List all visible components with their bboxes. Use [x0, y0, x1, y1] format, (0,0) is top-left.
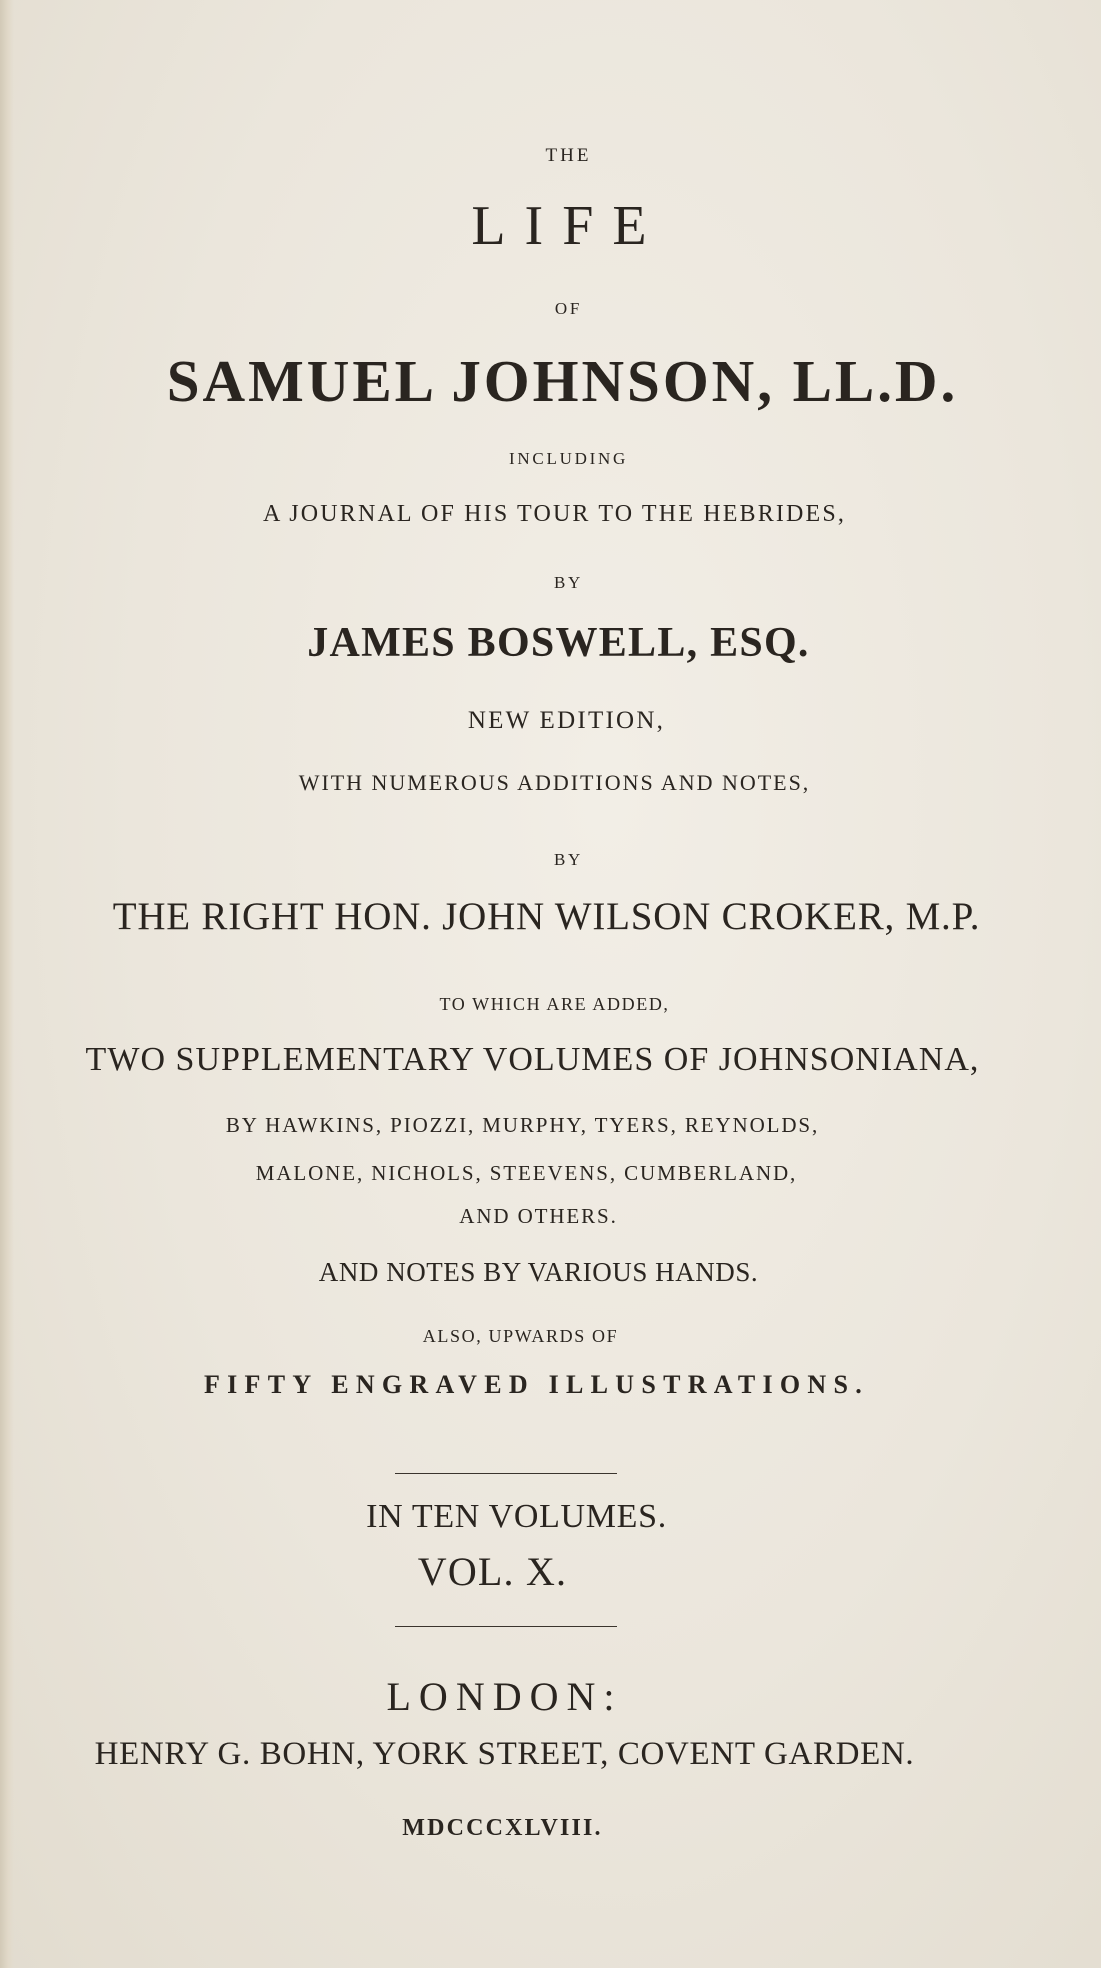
volume-number: VOL. X. — [417, 1549, 568, 1594]
contributors-line-3: AND OTHERS. — [459, 1204, 618, 1228]
author-name: JAMES BOSWELL, ESQ. — [307, 620, 810, 666]
editor-name: THE RIGHT HON. JOHN WILSON CROKER, M.P. — [112, 895, 981, 938]
notes-various-line: AND NOTES BY VARIOUS HANDS. — [318, 1257, 759, 1287]
by-line-1: BY — [553, 573, 584, 592]
journal-line: A JOURNAL OF HIS TOUR TO THE HEBRIDES, — [262, 501, 847, 527]
subject-name: SAMUEL JOHNSON, LL.D. — [166, 348, 959, 414]
divider-rule-1 — [395, 1473, 617, 1474]
title-life: LIFE — [471, 195, 666, 257]
edition-line: NEW EDITION, — [467, 707, 666, 734]
additions-line: WITH NUMEROUS ADDITIONS AND NOTES, — [298, 770, 811, 795]
including-line: INCLUDING — [509, 449, 628, 468]
contributors-line-1: BY HAWKINS, PIOZZI, MURPHY, TYERS, REYNOLDS, — [225, 1113, 820, 1137]
publisher-line: HENRY G. BOHN, YORK STREET, COVENT GARDEN. — [94, 1736, 915, 1772]
also-line: ALSO, UPWARDS OF — [422, 1326, 619, 1346]
by-line-2: BY — [553, 850, 584, 869]
year-line: MDCCCXLVIII. — [402, 1815, 603, 1841]
place-line: LONDON: — [386, 1674, 623, 1719]
title-article: THE — [545, 145, 592, 166]
illustrations-line: FIFTY ENGRAVED ILLUSTRATIONS. — [203, 1370, 869, 1399]
volumes-line: IN TEN VOLUMES. — [366, 1498, 667, 1535]
title-of: OF — [554, 299, 583, 318]
page-edge — [0, 0, 14, 1968]
contributors-line-2: MALONE, NICHOLS, STEEVENS, CUMBERLAND, — [255, 1161, 798, 1185]
divider-rule-2 — [395, 1626, 617, 1627]
supplementary-line: TWO SUPPLEMENTARY VOLUMES OF JOHNSONIANA, — [85, 1041, 980, 1078]
to-which-line: TO WHICH ARE ADDED, — [439, 994, 670, 1014]
